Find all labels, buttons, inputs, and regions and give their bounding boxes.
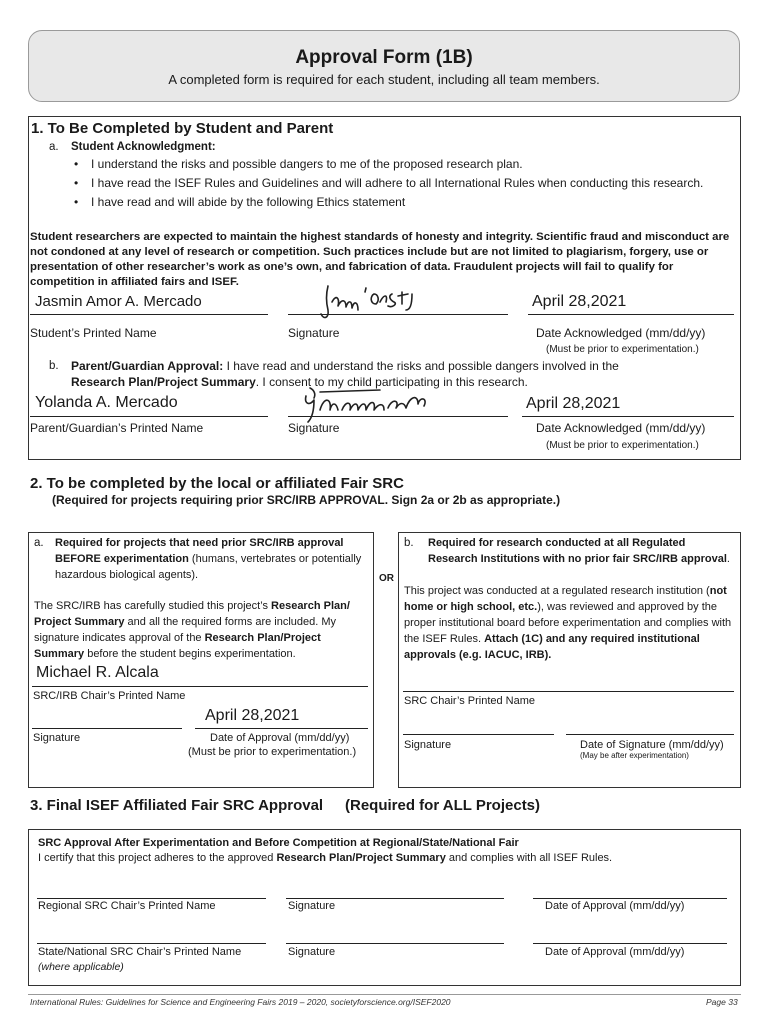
section-2b-head-end: . [726, 553, 730, 565]
or-separator: OR [379, 573, 394, 584]
parent-name-label: Parent/Guardian’s Printed Name [30, 421, 204, 435]
footer-source: International Rules: Guidelines for Science and Engineering Fairs 2019 – 2020, societyforscience.org/ISEF2020 [30, 997, 451, 1007]
section-2a-p1: The SRC/IRB has carefully studied this project’s [34, 600, 272, 612]
student-signature-image [318, 280, 428, 324]
section-1a-title: Student Acknowledgment: [71, 141, 216, 153]
state-chair-line [37, 943, 266, 944]
src-irb-chair-value[interactable]: Michael R. Alcala [36, 664, 159, 681]
section-2-title: 2. To be completed by the local or affiliated Fair SRC [30, 475, 404, 492]
parent-date-label: Date Acknowledged (mm/dd/yy) [536, 421, 706, 435]
section-2a-p3: before the student begins experimentation. [84, 648, 296, 660]
section-3-title: 3. Final ISEF Affiliated Fair SRC Approval [30, 797, 324, 814]
src-irb-chair-line [32, 686, 368, 687]
section-2b-label: b. [404, 537, 414, 549]
src-irb-signature-label: Signature [33, 732, 81, 744]
parent-approval-rp: Research Plan/Project Summary [71, 375, 256, 389]
section-2b-paragraph [404, 583, 734, 663]
state-where-applicable: (where applicable) [38, 961, 124, 973]
section-2a-paragraph [34, 598, 370, 662]
student-name-label: Student’s Printed Name [30, 326, 157, 340]
student-date-label: Date Acknowledged (mm/dd/yy) [536, 326, 706, 340]
section-3-certify [38, 852, 612, 864]
section-3-certify-rp: Research Plan/Project Summary [276, 852, 446, 864]
parent-name-line [30, 416, 268, 417]
src-irb-date-value[interactable]: April 28,2021 [205, 707, 300, 724]
footer-page-number: Page 33 [706, 997, 738, 1007]
regional-chair-line [37, 898, 266, 899]
section-2a-head-bold-1: Required for projects that need prior SRC/IRB approval [55, 537, 344, 549]
parent-approval-text-1: I have read and understand the risks and possible dangers involved in the [223, 359, 619, 373]
ethics-statement: Student researchers are expected to maintain the highest standards of honesty and integrity. Scientific fraud and misconduct are not condoned at any level of research or competition. Such practices include but are not limited to plagiarism, forgery, use or presentation of other researcher’s work as one’s own, and fabrication of data. Fraudulent projects will fail to qualify for competition in affiliated fairs and ISEF. [30, 231, 730, 288]
section-3-certify-2: and complies with all ISEF Rules. [445, 852, 613, 864]
section-3-box-heading: SRC Approval After Experimentation and Before Competition at Regional/State/National Fair [38, 837, 519, 849]
section-2-subtitle: (Required for projects requiring prior SRC/IRB APPROVAL. Sign 2a or 2b as appropriate.) [52, 493, 561, 507]
form-subtitle: A completed form is required for each student, including all team members. [168, 72, 600, 87]
section-3-certify-1: I certify that this project adheres to the approved [38, 852, 277, 864]
form-header [28, 30, 740, 102]
section-1-title: 1. To Be Completed by Student and Parent [31, 120, 334, 137]
src-irb-signature-line [32, 728, 182, 729]
state-date-label: Date of Approval (mm/dd/yy) [545, 946, 685, 958]
src-chair-line [403, 691, 734, 692]
regional-signature-line [286, 898, 504, 899]
footer-rule [28, 994, 741, 995]
section-2b-head-bold: Required for research conducted at all Regulated Research Institutions with no prior fair SRC/IRB approval [428, 537, 727, 565]
regional-signature-label: Signature [288, 900, 336, 912]
student-name-line [30, 314, 268, 315]
src-irb-date-label: Date of Approval (mm/dd/yy) [210, 732, 350, 744]
student-name-value[interactable]: Jasmin Amor A. Mercado [35, 293, 202, 310]
src-date-line [566, 734, 734, 735]
section-2b-bold-2: Attach (1C) and any required institutional approvals (e.g. IACUC, IRB). [404, 633, 700, 661]
section-2b-bold-1: not home or high school, etc. [404, 585, 727, 613]
section-2a-heading [55, 535, 365, 583]
acknowledgment-item: • I have read and will abide by the following Ethics statement [71, 194, 711, 210]
section-2b-p2: ), was reviewed and approved by the proper institutional board before experimentation and complies with the ISEF Rules. [404, 601, 732, 645]
section-2b-p1: This project was conducted at a regulated research institution ( [404, 585, 710, 597]
form-title: Approval Form (1B) [295, 47, 473, 68]
src-date-note: (May be after experimentation) [580, 751, 689, 760]
src-signature-line [403, 734, 554, 735]
acknowledgment-item: • I have read the ISEF Rules and Guidelines and will adhere to all International Rules when conducting this research. [71, 175, 711, 191]
src-irb-chair-label: SRC/IRB Chair’s Printed Name [33, 690, 186, 702]
section-2a-rp-2: Research Plan/Project Summary [34, 632, 321, 660]
state-signature-label: Signature [288, 946, 336, 958]
student-date-value[interactable]: April 28,2021 [532, 293, 627, 310]
section-3-required: (Required for ALL Projects) [345, 797, 541, 814]
parent-approval-text-2: . I consent to my child participating in this research. [255, 375, 528, 389]
state-chair-label: State/National SRC Chair’s Printed Name [38, 946, 242, 958]
parent-name-value[interactable]: Yolanda A. Mercado [35, 394, 178, 411]
parent-date-value[interactable]: April 28,2021 [526, 395, 621, 412]
section-2b-heading [428, 535, 734, 567]
section-1b-label: b. [49, 360, 59, 372]
acknowledgment-list [71, 156, 711, 213]
section-2a-p2: and all the required forms are included. My signature indicates approval of the [34, 616, 337, 644]
state-date-line [533, 943, 727, 944]
section-1a-label: a. [49, 141, 59, 153]
regional-date-label: Date of Approval (mm/dd/yy) [545, 900, 685, 912]
parent-approval-title: Parent/Guardian Approval: [71, 359, 224, 373]
parent-prior-note: (Must be prior to experimentation.) [546, 440, 699, 451]
section-2a-rp: Research Plan/ Project Summary [34, 600, 350, 628]
student-date-line [528, 314, 734, 315]
regional-date-line [533, 898, 727, 899]
src-date-label: Date of Signature (mm/dd/yy) [580, 739, 724, 751]
src-irb-date-line [195, 728, 368, 729]
student-prior-note: (Must be prior to experimentation.) [546, 344, 699, 355]
state-signature-line [286, 943, 504, 944]
section-2a-head-bold-2: BEFORE experimentation [55, 553, 189, 565]
section-2a-head-rest: (humans, vertebrates or potentially hazardous biological agents). [55, 553, 362, 581]
acknowledgment-item: • I understand the risks and possible dangers to me of the proposed research plan. [71, 156, 711, 172]
section-2a-label: a. [34, 537, 44, 549]
parent-date-line [522, 416, 734, 417]
parent-signature-label: Signature [288, 421, 340, 435]
regional-chair-label: Regional SRC Chair’s Printed Name [38, 900, 216, 912]
src-irb-date-note: (Must be prior to experimentation.) [188, 746, 357, 758]
student-signature-label: Signature [288, 326, 340, 340]
src-signature-label: Signature [404, 739, 452, 751]
src-chair-label: SRC Chair’s Printed Name [404, 695, 536, 707]
